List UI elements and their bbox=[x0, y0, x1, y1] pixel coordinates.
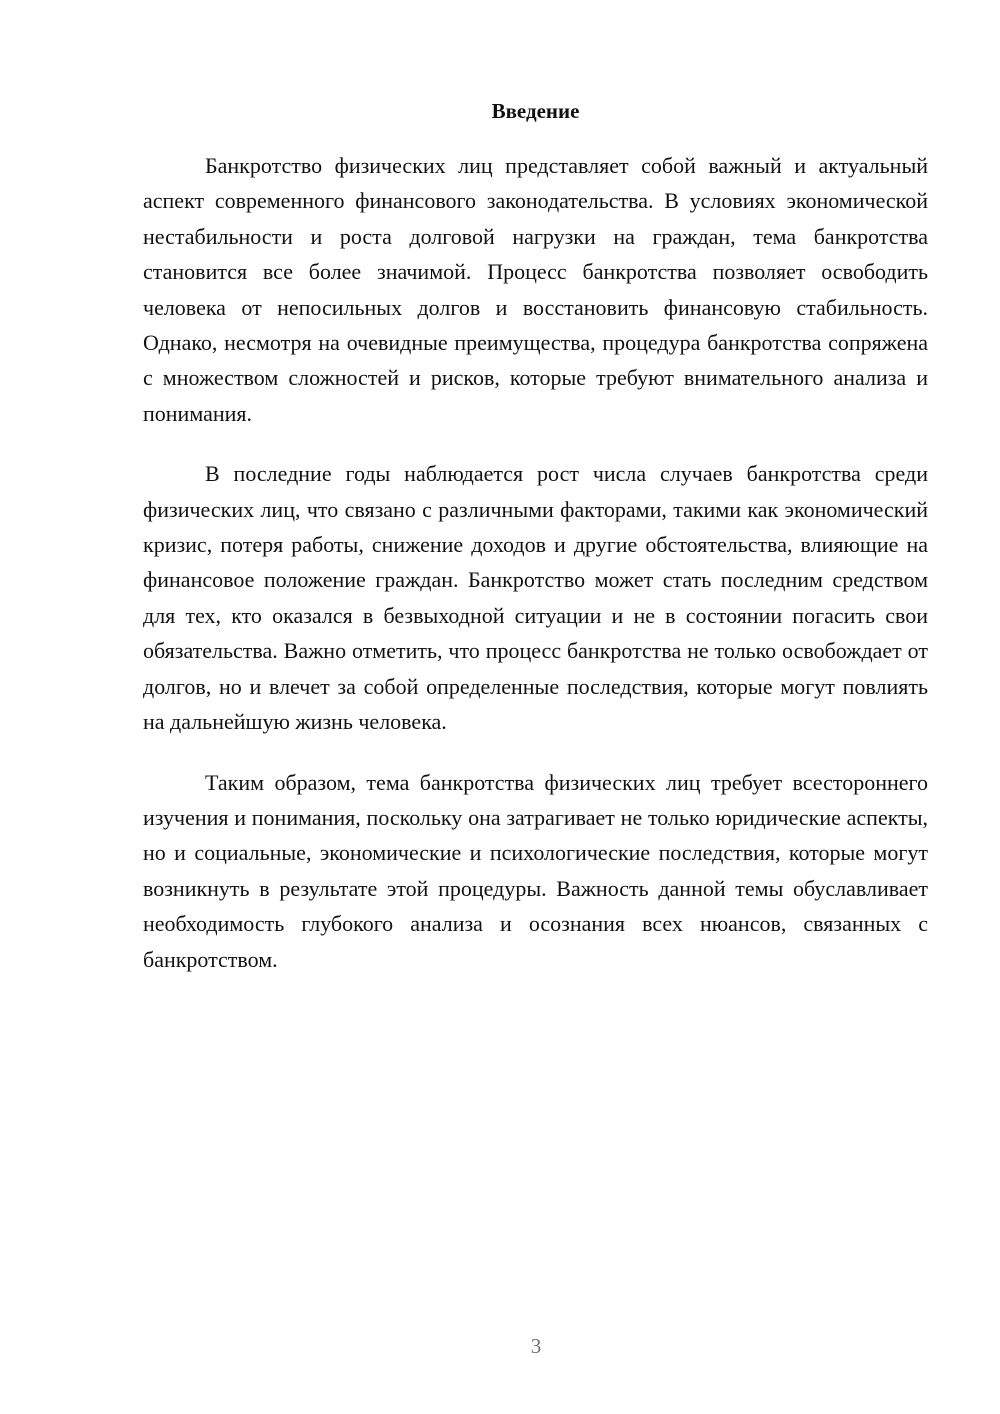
section-title: Введение bbox=[491, 99, 580, 123]
paragraph-1: Банкротство физических лиц представляет собой важный и актуальный аспект современного финансового законодательства. В условиях экономической нестабильности и роста долговой нагрузки на граждан, тема банкротства становится все более значимой. Процесс банкротства позволяет освободить человека от непосильных долгов и восстановить финансовую стабильность. Однако, несмотря на очевидные преимущества, процедура банкротства сопряжена с множеством сложностей и рисков, которые требуют внимательного анализа и понимания. bbox=[143, 153, 928, 426]
paragraph-3: Таким образом, тема банкротства физических лиц требует всестороннего изучения и понимания, поскольку она затрагивает не только юридические аспекты, но и социальные, экономические и психологические последствия, которые могут возникнуть в результате этой процедуры. Важность данной темы обуславливает необходимость глубокого анализа и осознания всех нюансов, связанных с банкротством. bbox=[143, 769, 928, 972]
page-content bbox=[143, 92, 928, 977]
paragraph-2: В последние годы наблюдается рост числа случаев банкротства среди физических лиц, что связано с различными факторами, такими как экономический кризис, потеря работы, снижение доходов и другие обстоятельства, влияющие на финансовое положение граждан. Банкротство может стать последним средством для тех, кто оказался в безвыходной ситуации и не в состоянии погасить свои обязательства. Важно отметить, что процесс банкротства не только освобождает от долгов, но и влечет за собой определенные последствия, которые могут повлиять на дальнейшую жизнь человека. bbox=[143, 461, 928, 735]
page-number: 3 bbox=[530, 1334, 542, 1358]
